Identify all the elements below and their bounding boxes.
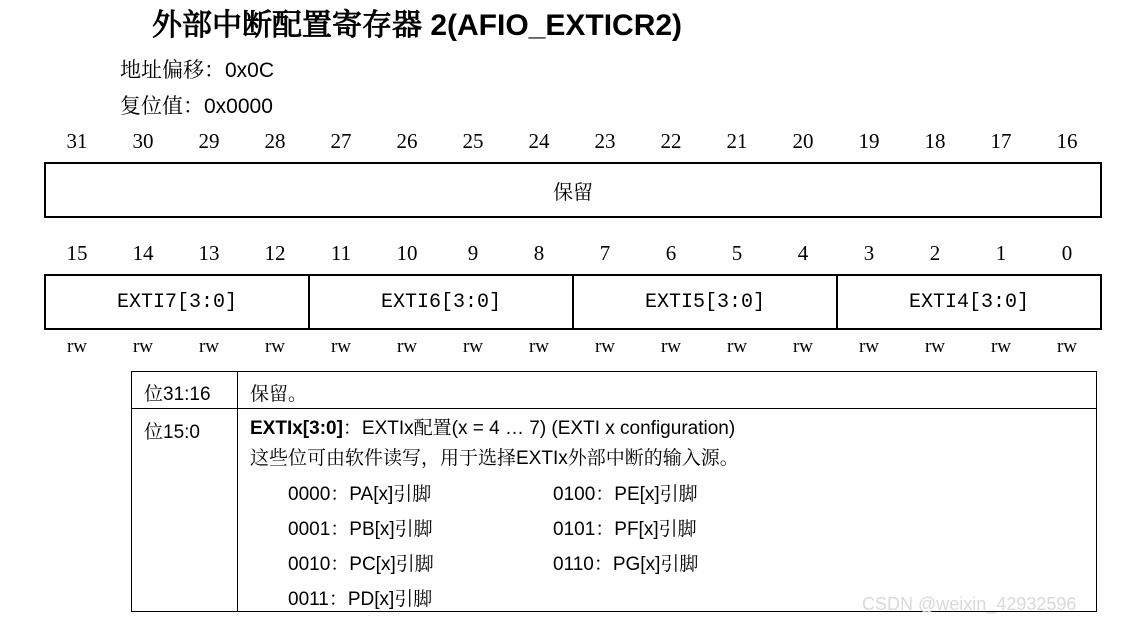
bit-number: 29 xyxy=(198,129,220,153)
bit-number: 18 xyxy=(924,129,946,153)
bit-number: 30 xyxy=(132,129,154,153)
access-type: rw xyxy=(792,336,814,357)
bit-description-table xyxy=(131,371,1097,612)
access-type: rw xyxy=(462,336,484,357)
bit-number: 23 xyxy=(594,129,616,153)
reserved-field: 保留 xyxy=(553,179,593,204)
address-offset: 地址偏移：0x0C xyxy=(120,59,275,82)
bit-number: 11 xyxy=(330,241,352,265)
field-name: EXTIx[3:0] xyxy=(250,418,343,439)
source-option: 0001：PB[x]引脚 xyxy=(288,519,433,540)
bit-number: 26 xyxy=(396,129,418,153)
bit-number: 24 xyxy=(528,129,550,153)
source-option: 0100：PE[x]引脚 xyxy=(553,484,698,505)
bit-number: 19 xyxy=(858,129,880,153)
access-type: rw xyxy=(396,336,418,357)
source-option: 0110：PG[x]引脚 xyxy=(553,554,699,575)
access-type: rw xyxy=(924,336,946,357)
page-title: 外部中断配置寄存器 2(AFIO_EXTICR2) xyxy=(152,9,683,42)
field-exti4: EXTI4[3:0] xyxy=(908,290,1030,314)
table-row xyxy=(132,372,1096,409)
field-summary: 这些位可由软件读写，用于选择EXTIx外部中断的输入源。 xyxy=(250,448,739,469)
bit-number: 4 xyxy=(797,241,809,265)
bit-range: 位31:16 xyxy=(132,372,238,408)
bit-number: 14 xyxy=(132,241,154,265)
bit-number: 15 xyxy=(66,241,88,265)
bit-number: 10 xyxy=(396,241,418,265)
bit-range: 位15:0 xyxy=(132,409,238,612)
bit-description: 保留。 xyxy=(250,384,308,405)
bit-number: 1 xyxy=(995,241,1007,265)
access-type: rw xyxy=(264,336,286,357)
bit-number: 2 xyxy=(929,241,941,265)
bit-number: 25 xyxy=(462,129,484,153)
field-heading xyxy=(250,417,1096,447)
access-type: rw xyxy=(330,336,352,357)
access-types xyxy=(44,336,1100,362)
register-low-half xyxy=(44,274,1102,330)
bit-number: 28 xyxy=(264,129,286,153)
bit-number: 21 xyxy=(726,129,748,153)
field-exti7: EXTI7[3:0] xyxy=(46,276,310,328)
bit-number: 9 xyxy=(467,241,479,265)
field-exti6: EXTI6[3:0] xyxy=(310,276,574,328)
access-type: rw xyxy=(198,336,220,357)
bit-number: 13 xyxy=(198,241,220,265)
register-high-half xyxy=(44,162,1102,218)
bit-number: 20 xyxy=(792,129,814,153)
bit-number: 17 xyxy=(990,129,1012,153)
access-type: rw xyxy=(1056,336,1078,357)
access-type: rw xyxy=(528,336,550,357)
access-type: rw xyxy=(990,336,1012,357)
reset-value: 复位值：0x0000 xyxy=(120,95,273,118)
bit-numbers-high xyxy=(44,129,1100,155)
field-exti5: EXTI5[3:0] xyxy=(574,276,838,328)
access-type: rw xyxy=(858,336,880,357)
access-type: rw xyxy=(66,336,88,357)
bit-number: 8 xyxy=(533,241,545,265)
access-type: rw xyxy=(594,336,616,357)
bit-number: 0 xyxy=(1061,241,1073,265)
source-options xyxy=(288,483,1096,612)
watermark: CSDN @weixin_42932596 xyxy=(862,594,1077,614)
source-option: 0000：PA[x]引脚 xyxy=(288,484,432,505)
source-option: 0101：PF[x]引脚 xyxy=(553,519,697,540)
bit-number: 3 xyxy=(863,241,875,265)
bit-number: 5 xyxy=(731,241,743,265)
access-type: rw xyxy=(726,336,748,357)
bit-number: 22 xyxy=(660,129,682,153)
bit-number: 6 xyxy=(665,241,677,265)
bit-number: 16 xyxy=(1056,129,1078,153)
bit-description xyxy=(238,409,1096,612)
bit-number: 7 xyxy=(599,241,611,265)
bit-numbers-low xyxy=(44,241,1100,267)
access-type: rw xyxy=(132,336,154,357)
field-title: ：EXTIx配置(x = 4 … 7) (EXTI x configuration) xyxy=(342,418,736,439)
source-option: 0011：PD[x]引脚 xyxy=(288,589,433,610)
bit-number: 12 xyxy=(264,241,286,265)
table-row xyxy=(132,409,1096,612)
bit-number: 27 xyxy=(330,129,352,153)
source-option: 0010：PC[x]引脚 xyxy=(288,554,434,575)
bit-number: 31 xyxy=(66,129,88,153)
access-type: rw xyxy=(660,336,682,357)
